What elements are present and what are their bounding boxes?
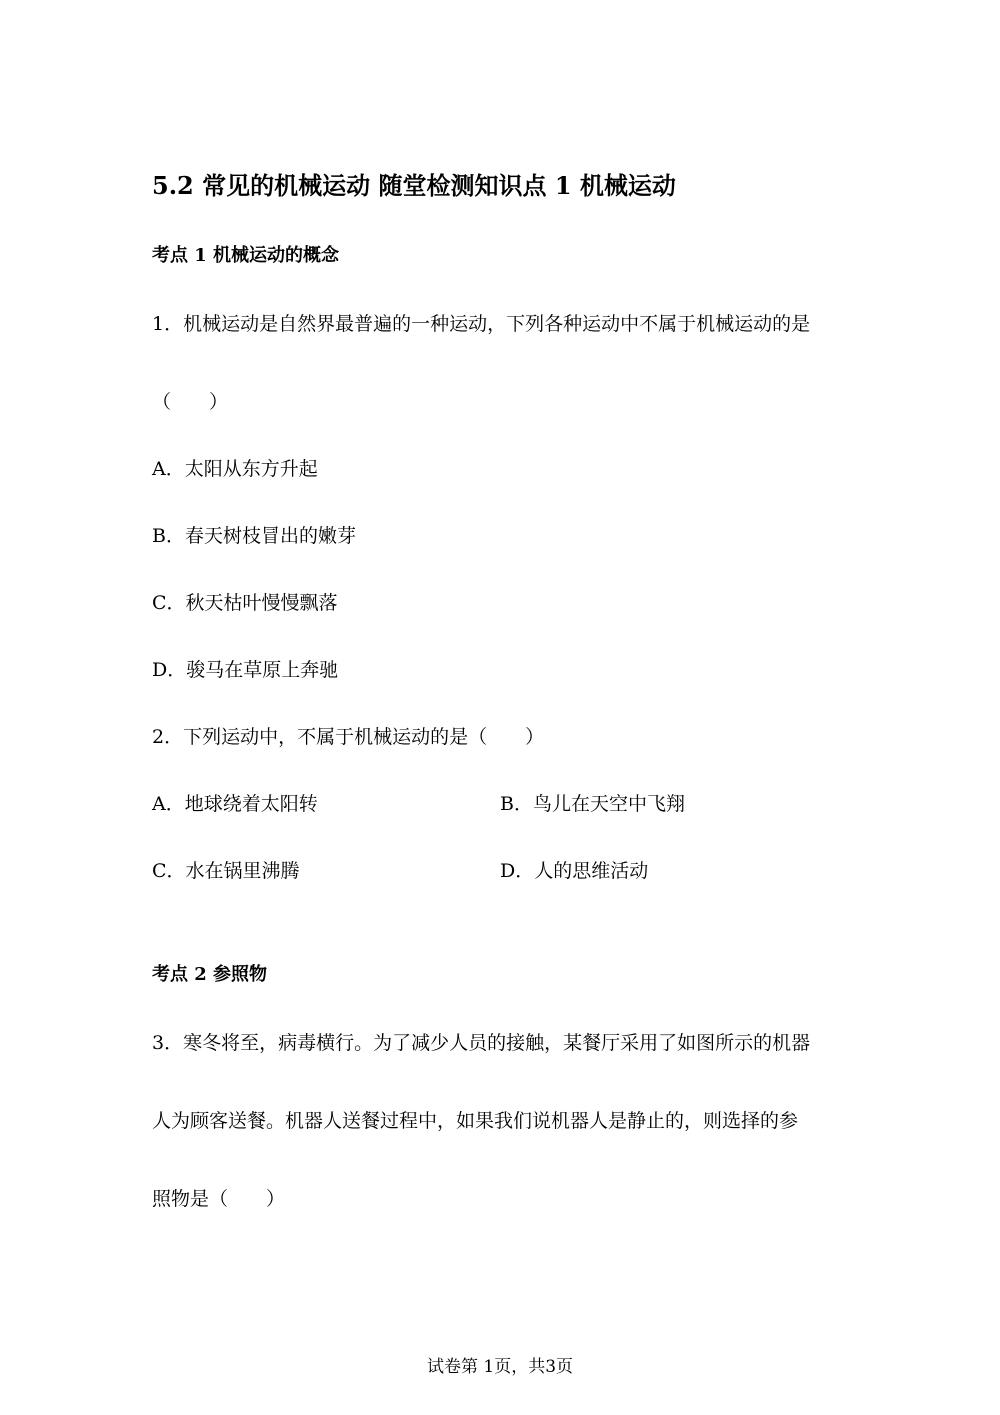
question-2-option-d: D．人的思维活动: [500, 860, 649, 882]
question-3-stem-line-1: 3．寒冬将至，病毒横行。为了减少人员的接触，某餐厅采用了如图所示的机器: [152, 1032, 811, 1054]
section-heading-2: 考点 2 参照物: [152, 964, 268, 985]
section-heading-1: 考点 1 机械运动的概念: [152, 245, 340, 266]
question-1-option-a: A．太阳从东方升起: [152, 458, 318, 480]
question-3-stem-line-3: 照物是（ ）: [152, 1188, 286, 1210]
page-title: 5.2 常见的机械运动 随堂检测知识点 1 机械运动: [152, 171, 676, 200]
question-2-option-b: B．鸟儿在天空中飞翔: [500, 793, 685, 815]
question-2-stem: 2．下列运动中，不属于机械运动的是（ ）: [152, 726, 545, 748]
question-1-option-b: B．春天树枝冒出的嫩芽: [152, 525, 356, 547]
question-3-stem-line-2: 人为顾客送餐。机器人送餐过程中，如果我们说机器人是静止的，则选择的参: [152, 1110, 799, 1132]
question-1-option-d: D．骏马在草原上奔驰: [152, 659, 339, 681]
question-1-stem-line-2: （ ）: [152, 391, 229, 413]
question-2-option-a: A．地球绕着太阳转: [152, 793, 318, 815]
page-footer: 试卷第 1页，共3页: [426, 1357, 574, 1377]
question-2-option-c: C．水在锅里沸腾: [152, 860, 300, 882]
question-1-option-c: C．秋天枯叶慢慢飘落: [152, 592, 338, 614]
question-1-stem-line-1: 1．机械运动是自然界最普遍的一种运动，下列各种运动中不属于机械运动的是: [152, 313, 811, 335]
